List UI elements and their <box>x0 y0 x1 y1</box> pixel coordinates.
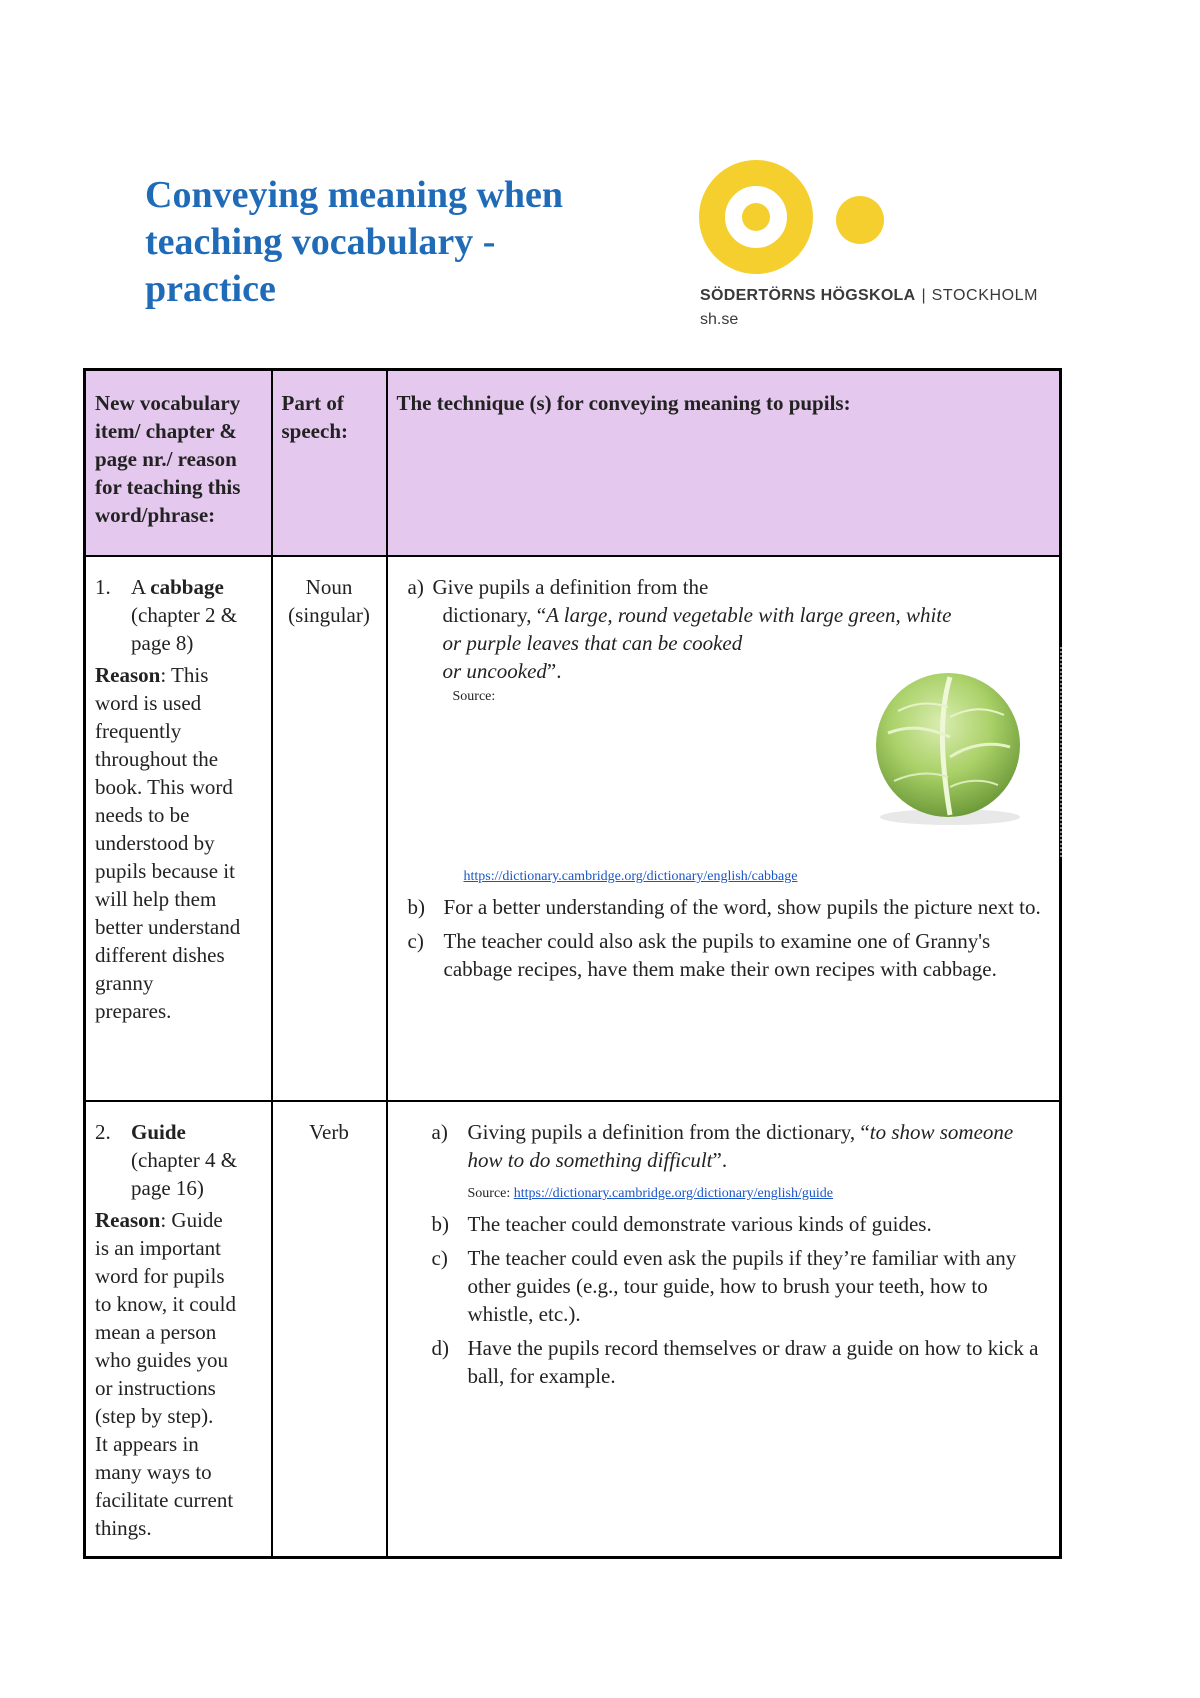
item-chapter: (chapter 2 & page 8) <box>131 603 238 655</box>
title-line-2: teaching vocabulary - <box>145 221 496 263</box>
header-line: Part of <box>281 391 344 415</box>
technique-a: a) Give pupils a definition from the dictionary, “A large, round vegetable with large green, white or purple leaves that can be cooked or uncooked”. Source: <box>408 573 1048 707</box>
technique-c: c) The teacher could even ask the pupils if they’re familiar with any other guides (e.g., tour guide, how to brush your teeth, how to whistle, etc.). <box>431 1246 1017 1326</box>
technique-cell <box>387 556 1061 1101</box>
vocabulary-table <box>83 368 1062 1559</box>
logo-wordmark <box>700 287 1038 305</box>
list-marker: b) <box>431 1212 449 1236</box>
title-line-3: practice <box>145 268 276 310</box>
dotted-border <box>1060 647 1062 857</box>
header-line: page nr./ reason <box>95 447 237 471</box>
item-word: Guide <box>131 1120 186 1144</box>
list-marker: c) <box>407 929 424 953</box>
technique-d: d) Have the pupils record themselves or draw a guide on how to kick a ball, for example. <box>431 1336 1039 1388</box>
header-part-of-speech <box>272 370 387 557</box>
technique-b: b) For a better understanding of the word, show pupils the picture next to. <box>407 895 1041 919</box>
vocabulary-item-cell <box>85 556 272 1101</box>
part-of-speech-cell: Verb <box>272 1101 387 1558</box>
sodertorn-logo <box>698 155 1078 335</box>
header-line: New vocabulary <box>95 391 241 415</box>
header-vocabulary-item <box>85 370 272 557</box>
item-number: 1. <box>95 575 111 599</box>
header-line: item/ chapter & <box>95 419 237 443</box>
item-reason: Reason: This word is used frequently throughout the book. This word needs to be understood by pupils because it will help them better understand different dishes granny prepares. <box>95 663 241 1023</box>
source-link[interactable]: https://dictionary.cambridge.org/dictionary/english/guide <box>513 1186 833 1201</box>
list-marker: a) <box>407 575 424 599</box>
list-marker: a) <box>431 1120 448 1144</box>
sodertorn-circles-logo-icon <box>698 155 898 280</box>
reason-label: Reason <box>95 1208 161 1232</box>
header-line: speech: <box>281 419 348 443</box>
item-word: cabbage <box>150 575 224 599</box>
title-line-1: Conveying meaning when <box>145 174 564 216</box>
technique-cell <box>387 1101 1061 1558</box>
header-technique: The technique (s) for conveying meaning to pupils: <box>387 370 1061 557</box>
list-marker: c) <box>431 1246 448 1270</box>
table-row <box>85 1101 1061 1558</box>
header-line: word/phrase: <box>95 503 216 527</box>
cabbage-image-icon <box>858 667 1038 827</box>
logo-url: sh.se <box>700 311 739 328</box>
list-marker: d) <box>431 1336 449 1360</box>
table-row <box>85 556 1061 1101</box>
list-marker: b) <box>407 895 425 919</box>
source-link[interactable]: https://dictionary.cambridge.org/dictionary/english/cabbage <box>463 869 798 884</box>
item-word-prefix: A <box>131 575 151 599</box>
logo-name: SÖDERTÖRNS HÖGSKOLA <box>700 287 916 304</box>
logo-separator: | <box>921 287 926 304</box>
source-label: Source: <box>467 1186 514 1201</box>
page-title <box>145 172 665 313</box>
part-of-speech-cell: Noun (singular) <box>272 556 387 1101</box>
item-reason: Reason: Guide is an important word for pupils to know, it could mean a person who guides you or instructions (step by step). It appears in many ways to facilitate current things. <box>95 1208 236 1540</box>
header-line: for teaching this <box>95 475 241 499</box>
technique-a: a) Giving pupils a definition from the dictionary, “to show someone how to do something difficult”. <box>431 1120 1014 1172</box>
logo-city: STOCKHOLM <box>931 287 1039 304</box>
source-label: Source: <box>452 689 496 704</box>
technique-b: b) The teacher could demonstrate various kinds of guides. <box>431 1212 932 1236</box>
vocabulary-item-cell <box>85 1101 272 1558</box>
item-chapter: (chapter 4 & page 16) <box>131 1148 238 1200</box>
item-number: 2. <box>95 1120 111 1144</box>
reason-label: Reason <box>95 663 161 687</box>
technique-c: c) The teacher could also ask the pupils to examine one of Granny's cabbage recipes, have them make their own recipes with cabbage. <box>407 929 997 981</box>
table-header-row <box>85 370 1061 557</box>
